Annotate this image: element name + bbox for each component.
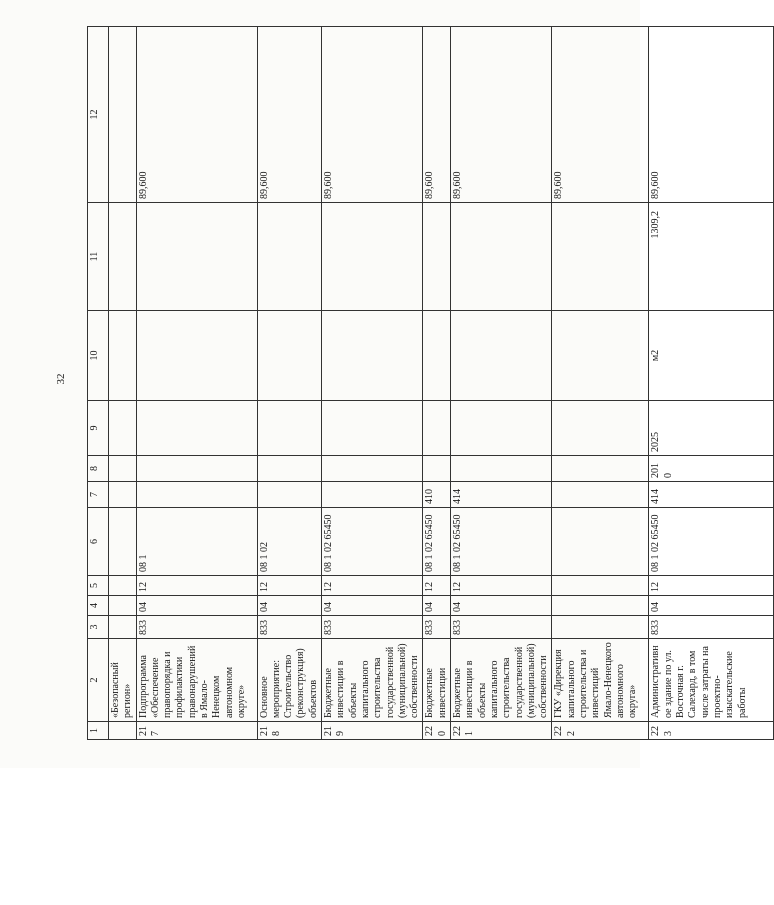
table-row: [649, 27, 774, 740]
subheading: «Безопасный регион»: [109, 639, 137, 722]
item-name-cell: Бюджетные инвестиции в объекты капитального строительства государственной (муниципальной) собственности: [322, 639, 423, 722]
table-cell: м2: [649, 311, 774, 401]
table-cell: [136, 401, 257, 456]
table-cell: [552, 401, 649, 456]
table-cell: 414: [649, 482, 774, 508]
table-cell: [322, 311, 423, 401]
table-cell: 2010: [649, 456, 774, 482]
table-cell: 08 1: [136, 508, 257, 576]
blank-margin: [0, 768, 640, 905]
header-cell: 12: [88, 27, 109, 203]
table-cell: [451, 401, 552, 456]
table-cell: [451, 311, 552, 401]
header-cell: 3: [88, 616, 109, 639]
table-cell: 833: [257, 616, 321, 639]
table-cell: [322, 401, 423, 456]
item-name-cell: Бюджетные инвестиции: [423, 639, 451, 722]
table-cell: [423, 456, 451, 482]
table-cell: 414: [451, 482, 552, 508]
table-cell: [552, 311, 649, 401]
table-cell: 08 1 02 65450: [423, 508, 451, 576]
header-cell: 2: [88, 639, 109, 722]
row-number-cell: 220: [423, 722, 451, 740]
budget-table: [87, 26, 774, 740]
row-number-cell: 223: [649, 722, 774, 740]
header-cell: 1: [88, 722, 109, 740]
header-cell: 6: [88, 508, 109, 576]
page-number: 32: [55, 373, 67, 385]
table-cell: 04: [136, 596, 257, 616]
table-cell: [423, 203, 451, 311]
table-cell: 04: [451, 596, 552, 616]
row-number-cell: 219: [322, 722, 423, 740]
table-cell: 04: [322, 596, 423, 616]
table-cell: [257, 401, 321, 456]
table-cell: 04: [423, 596, 451, 616]
table-cell: [423, 401, 451, 456]
header-row: [88, 27, 109, 740]
table-cell: 833: [322, 616, 423, 639]
item-name-cell: Подпрограмма «Обеспечение правопорядка и профилактики правонарушений в Ямало-Ненецком автономном округе»: [136, 639, 257, 722]
table-cell: [322, 203, 423, 311]
subheading-row: [109, 27, 137, 740]
header-cell: 9: [88, 401, 109, 456]
table-row: [451, 27, 552, 740]
table-cell: 89,600: [423, 27, 451, 203]
table-cell: [423, 311, 451, 401]
table-cell: [451, 456, 552, 482]
row-number-cell: 217: [136, 722, 257, 740]
table-cell: [257, 203, 321, 311]
table-cell: 2025: [649, 401, 774, 456]
table-cell: 12: [257, 576, 321, 596]
table-cell: 89,600: [552, 27, 649, 203]
table-cell: [552, 616, 649, 639]
item-name-cell: ГКУ «Дирекция капитального строительства и инвестиций Ямало-Ненецкого автономного округа»: [552, 639, 649, 722]
table-cell: 08 1 02 65450: [649, 508, 774, 576]
table-cell: 12: [649, 576, 774, 596]
table-cell: [257, 456, 321, 482]
table-cell: 08 1 02: [257, 508, 321, 576]
item-name-cell: Бюджетные инвестиции в объекты капитального строительства государственной (муниципальной) собственности: [451, 639, 552, 722]
table-cell: [451, 203, 552, 311]
table-cell: 89,600: [322, 27, 423, 203]
table-cell: 08 1 02 65450: [322, 508, 423, 576]
table-cell: 89,600: [649, 27, 774, 203]
table-row: [257, 27, 321, 740]
table-cell: [552, 596, 649, 616]
table-row: [322, 27, 423, 740]
table-cell: [136, 311, 257, 401]
table-cell: [552, 203, 649, 311]
header-cell: 5: [88, 576, 109, 596]
table-cell: [136, 203, 257, 311]
table-cell: [257, 482, 321, 508]
table-cell: [257, 311, 321, 401]
header-cell: 4: [88, 596, 109, 616]
row-number-cell: 221: [451, 722, 552, 740]
item-name-cell: Административное здание по ул. Восточная г. Салехард, в том числе затраты на проектно-изыскательские работы: [649, 639, 774, 722]
table-cell: 89,600: [136, 27, 257, 203]
table-cell: [322, 456, 423, 482]
table-cell: 89,600: [257, 27, 321, 203]
table-cell: 833: [649, 616, 774, 639]
rotated-table-wrapper: [87, 27, 748, 740]
table-cell: [136, 456, 257, 482]
table-row: [552, 27, 649, 740]
table-cell: [322, 482, 423, 508]
table-row: [423, 27, 451, 740]
table-cell: [552, 456, 649, 482]
table-cell: 04: [257, 596, 321, 616]
header-cell: 8: [88, 456, 109, 482]
table-cell: 04: [649, 596, 774, 616]
header-cell: 11: [88, 203, 109, 311]
table-row: [136, 27, 257, 740]
table-cell: 89,600: [451, 27, 552, 203]
header-cell: 10: [88, 311, 109, 401]
table-cell: 833: [136, 616, 257, 639]
table-cell: 1309,2: [649, 203, 774, 311]
table-cell: 08 1 02 65450: [451, 508, 552, 576]
row-number-cell: 218: [257, 722, 321, 740]
table-cell: 833: [423, 616, 451, 639]
table-cell: 12: [136, 576, 257, 596]
table-cell: 833: [451, 616, 552, 639]
table-cell: 12: [423, 576, 451, 596]
header-cell: 7: [88, 482, 109, 508]
table-cell: [136, 482, 257, 508]
table-cell: [552, 576, 649, 596]
table-cell: [552, 482, 649, 508]
row-number-cell: 222: [552, 722, 649, 740]
table-cell: 410: [423, 482, 451, 508]
table-cell: [552, 508, 649, 576]
item-name-cell: Основное мероприятие: Строительство (реконструкция) объектов: [257, 639, 321, 722]
table-cell: 12: [451, 576, 552, 596]
table-cell: 12: [322, 576, 423, 596]
